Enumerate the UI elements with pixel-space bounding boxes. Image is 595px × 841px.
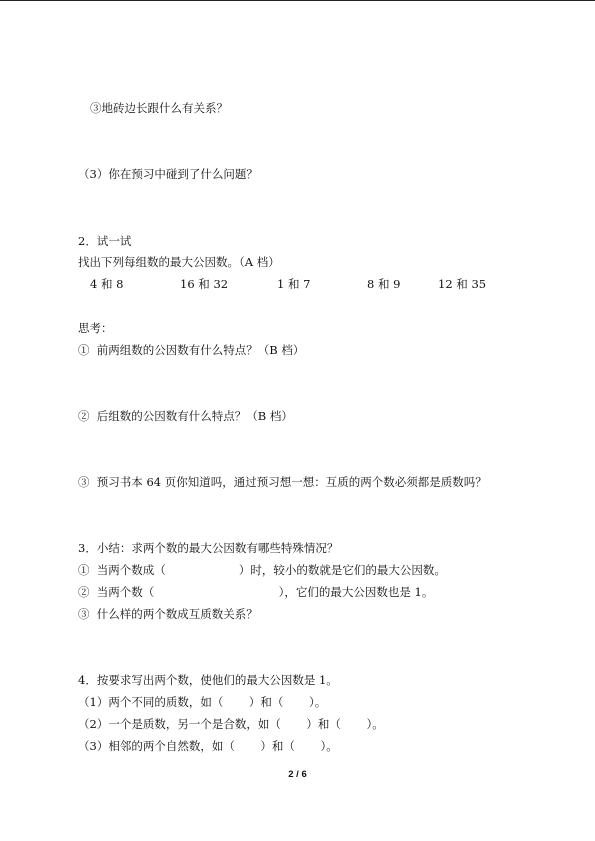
top-border-line xyxy=(0,0,595,1)
section-4-heading: 4．按要求写出两个数，使他们的最大公因数是 1。 xyxy=(78,673,338,687)
number-pair: 16 和 32 xyxy=(180,277,229,291)
summary-item-3: ③ 什么样的两个数成互质数关系？ xyxy=(78,607,258,621)
page-number: 2 / 6 xyxy=(288,769,307,780)
number-pair: 4 和 8 xyxy=(90,277,124,291)
think-question-1: ① 前两组数的公因数有什么特点？（B 档） xyxy=(78,343,305,357)
think-question-3: ③ 预习书本 64 页你知道吗，通过预习想一想：互质的两个数必须都是质数吗？ xyxy=(78,475,487,489)
section-2-heading: 2．试一试 xyxy=(78,234,132,248)
think-label: 思考： xyxy=(78,321,113,335)
summary-item-1: ① 当两个数成（ ）时，较小的数就是它们的最大公因数。 xyxy=(78,563,446,577)
summary-item-2: ② 当两个数（ ），它们的最大公因数也是 1。 xyxy=(78,585,434,599)
sub-question-3: （3）你在预习中碰到了什么问题？ xyxy=(78,167,258,181)
section-2-task: 找出下列每组数的最大公因数。（A 档） xyxy=(78,255,280,269)
question-item-3: ③地砖边长跟什么有关系？ xyxy=(90,101,228,115)
number-pair: 1 和 7 xyxy=(277,277,311,291)
section-4-item-2: （2）一个是质数，另一个是合数，如（ ）和（ ）。 xyxy=(78,717,384,731)
number-pair: 12 和 35 xyxy=(438,277,487,291)
section-4-item-3: （3）相邻的两个自然数，如（ ）和（ ）。 xyxy=(78,739,338,753)
number-pair: 8 和 9 xyxy=(367,277,401,291)
section-3-heading: 3．小结：求两个数的最大公因数有哪些特殊情况？ xyxy=(78,541,339,555)
section-4-item-1: （1）两个不同的质数，如（ ）和（ ）。 xyxy=(78,695,327,709)
think-question-2: ② 后组数的公因数有什么特点？（B 档） xyxy=(78,409,293,423)
